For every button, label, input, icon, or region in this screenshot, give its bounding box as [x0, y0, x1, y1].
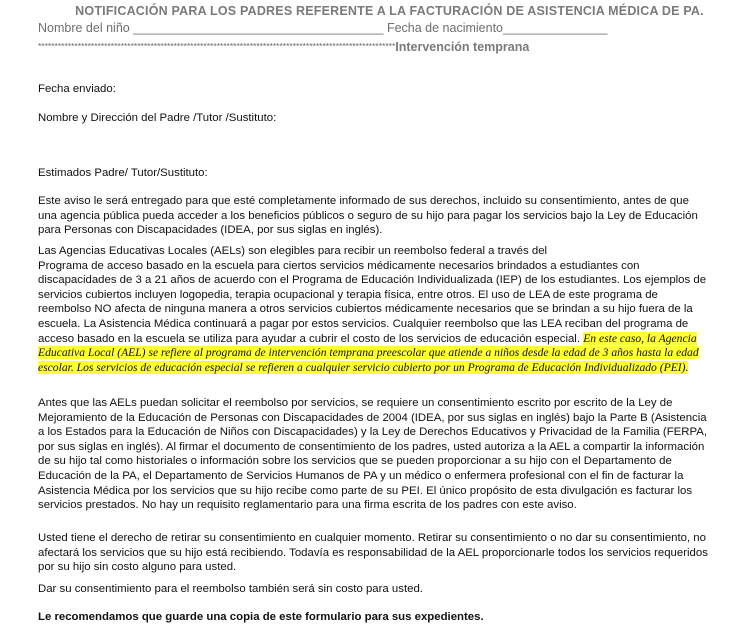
paragraph-notice [38, 194, 708, 238]
paragraph-no-cost [38, 582, 708, 597]
paragraph-2-body: Programa de acceso basado en la escuela para ciertos servicios médicamente necesarios brindados a estudiantes con discapacidades de 3 a 21 años de acuerdo con el Programa de Educación Individualizada (IEP) de los estudiantes. Los ejemplos de servicios cubiertos incluyen logopedia, terapia ocupacional y terapia física, entre otros. El uso de LEA de este programa de reembolso NO afecta de ninguna manera a otros servicios cubiertos médicamente necesarios que se brindan a su hijo fuera de la escuela. La Asistencia Médica continuará a pagar por estos servicios. Cualquier reembolso que las LEA reciban del programa de acceso basado en la escuela se utiliza para ayudar a cubrir el costo de los servicios de educación especial. [38, 259, 707, 345]
stars-separator: ************************************************************************************************************ [38, 41, 396, 51]
paragraph-1: Este aviso le será entregado para que esté completamente informado de sus derechos, incluido su consentimiento, antes de que una agencia pública pueda acceder a los beneficios públicos o seguro de su hijo para pagar los servicios bajo la Ley de Educación para Personas con Discapacidades (IDEA, por sus siglas en inglés). [38, 195, 698, 237]
greeting: Estimados Padre/ Tutor/Sustituto: [38, 167, 208, 179]
child-info-line [38, 21, 607, 35]
birth-date-label: Fecha de nacimiento [386, 21, 504, 35]
birth-date-blank: _______________ [503, 21, 608, 35]
document-title: NOTIFICACIÓN PARA LOS PADRES REFERENTE A LA FACTURACIÓN DE ASISTENCIA MÉDICA DE PA. [75, 4, 704, 18]
paragraph-5: Dar su consentimiento para el reembolso también será sin costo para usted. [38, 583, 423, 595]
parent-label: Nombre y Dirección del Padre /Tutor /Sustituto: [38, 112, 277, 124]
child-name-blank: ____________________________________ [133, 21, 384, 35]
paragraph-consent [38, 396, 708, 513]
paragraph-3: Antes que las AELs puedan solicitar el reembolso por servicios, se requiere un consentimiento escrito por escrito de la Ley de Mejoramiento de la Educación de Personas con Discapacidades de 2004 (IDEA, por sus siglas en inglés) bajo la Parte B (Asistencia a los Estados para la Educación de Niños con Discapacidades) y la Ley de Derechos Educativos y Privacidad de la Familia (FERPA, por sus siglas en inglés). Al firmar el documento de consentimiento de los padres, usted autoriza a la AEL a compartir la información de su hijo tal como historiales o información sobre los servicios que se pueden proporcionar a su hijo con el Departamento de Educación de la PA, el Departamento de Servicios Humanos de PA y un médico o enfermera profesional con el fin de facturar la Asistencia Médica por los servicios que su hijo recibe como parte de su PEI. El único propósito de esta divulgación es facturar los servicios prestados. No hay un requisito reglamentario para una firma escrita de los padres con este aviso. [38, 397, 708, 512]
paragraph-6: Le recomendamos que guarde una copia de este formulario para sus expedientes. [38, 611, 484, 623]
date-sent-label: Fecha enviado: [38, 83, 116, 95]
program-line [38, 40, 739, 54]
paragraph-reimbursement [38, 244, 708, 375]
paragraph-keep-copy [38, 610, 708, 625]
paragraph-4: Usted tiene el derecho de retirar su consentimiento en cualquier momento. Retirar su consentimiento o no dar su consentimiento, no afectará los servicios que su hijo está recibiendo. Todavía es responsabilidad de la AEL proporcionarle todos los servicios requeridos por su hijo sin costo alguno para usted. [38, 532, 708, 574]
program-label: Intervención temprana [395, 40, 530, 54]
child-name-label: Nombre del niño [38, 21, 130, 35]
paragraph-2-line-1: Las Agencias Educativas Locales (AELs) son elegibles para recibir un reembolso federal a través del [38, 245, 548, 257]
highlighted-note: En este caso, la Agencia Educativa Local (AEL) se refiere al programa de intervención temprana preescolar que atiende a niños desde la edad de 3 años hasta la edad escolar. Los servicios de educación especial se refieren a cualquier servicio cubierto por un Programa de Educación Individualizado (PEI). [38, 331, 699, 374]
paragraph-withdraw [38, 531, 708, 575]
